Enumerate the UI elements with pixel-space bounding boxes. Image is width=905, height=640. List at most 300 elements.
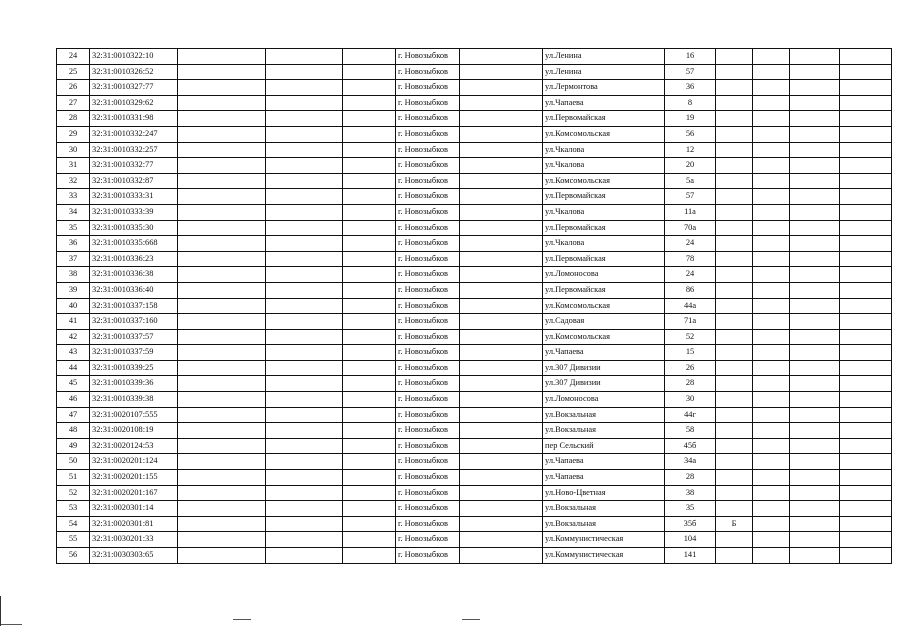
empty-cell (266, 49, 343, 65)
empty-cell (266, 345, 343, 361)
empty-cell (753, 64, 790, 80)
table-row (57, 314, 892, 330)
empty-cell (460, 485, 543, 501)
building-letter-cell (716, 407, 753, 423)
empty-cell (790, 126, 840, 142)
city-cell: г. Новозыбков (396, 548, 460, 564)
building-letter-cell (716, 49, 753, 65)
cadastral-number-cell: 32:31:0010322:10 (90, 49, 178, 65)
empty-cell (460, 111, 543, 127)
table-row (57, 548, 892, 564)
empty-cell (790, 111, 840, 127)
street-cell: ул.Первомайская (543, 282, 665, 298)
empty-cell (753, 329, 790, 345)
cadastral-number-cell: 32:31:0010337:158 (90, 298, 178, 314)
empty-cell (266, 80, 343, 96)
row-number-cell: 36 (57, 236, 90, 252)
empty-cell (790, 376, 840, 392)
cadastral-number-cell: 32:31:0020201:155 (90, 470, 178, 486)
cadastral-number-cell: 32:31:0010333:39 (90, 204, 178, 220)
empty-cell (343, 501, 396, 517)
table-row (57, 298, 892, 314)
empty-cell (343, 548, 396, 564)
house-number-cell: 24 (665, 236, 716, 252)
cadastral-number-cell: 32:31:0010331:98 (90, 111, 178, 127)
row-number-cell: 39 (57, 282, 90, 298)
empty-cell (460, 501, 543, 517)
empty-cell (178, 95, 266, 111)
empty-cell (753, 282, 790, 298)
city-cell: г. Новозыбков (396, 282, 460, 298)
street-cell: ул.Коммунистическая (543, 548, 665, 564)
empty-cell (266, 360, 343, 376)
empty-cell (460, 329, 543, 345)
empty-cell (753, 501, 790, 517)
row-number-cell: 24 (57, 49, 90, 65)
empty-cell (266, 111, 343, 127)
table-row (57, 360, 892, 376)
empty-cell (460, 126, 543, 142)
building-letter-cell (716, 173, 753, 189)
table-row (57, 345, 892, 361)
row-number-cell: 43 (57, 345, 90, 361)
empty-cell (753, 80, 790, 96)
empty-cell (460, 80, 543, 96)
empty-cell (343, 423, 396, 439)
empty-cell (178, 423, 266, 439)
empty-cell (178, 360, 266, 376)
cadastral-number-cell: 32:31:0010339:25 (90, 360, 178, 376)
table-body (57, 49, 892, 564)
house-number-cell: 57 (665, 64, 716, 80)
empty-cell (460, 204, 543, 220)
empty-cell (840, 376, 892, 392)
empty-cell (343, 80, 396, 96)
row-number-cell: 31 (57, 158, 90, 174)
empty-cell (343, 485, 396, 501)
empty-cell (178, 236, 266, 252)
empty-cell (840, 298, 892, 314)
empty-cell (840, 548, 892, 564)
cadastral-number-cell: 32:31:0010332:77 (90, 158, 178, 174)
table-row (57, 282, 892, 298)
empty-cell (343, 251, 396, 267)
empty-cell (790, 470, 840, 486)
empty-cell (753, 204, 790, 220)
empty-cell (343, 329, 396, 345)
empty-cell (790, 236, 840, 252)
cadastral-registry-table (56, 48, 892, 564)
house-number-cell: 45б (665, 438, 716, 454)
row-number-cell: 32 (57, 173, 90, 189)
table-row (57, 64, 892, 80)
empty-cell (178, 407, 266, 423)
cadastral-number-cell: 32:31:0010336:38 (90, 267, 178, 283)
city-cell: г. Новозыбков (396, 80, 460, 96)
empty-cell (266, 532, 343, 548)
cadastral-number-cell: 32:31:0010332:247 (90, 126, 178, 142)
house-number-cell: 35 (665, 501, 716, 517)
house-number-cell: 78 (665, 251, 716, 267)
cadastral-number-cell: 32:31:0030201:33 (90, 532, 178, 548)
table-row (57, 126, 892, 142)
empty-cell (266, 158, 343, 174)
row-number-cell: 51 (57, 470, 90, 486)
cadastral-number-cell: 32:31:0010333:31 (90, 189, 178, 205)
cadastral-number-cell: 32:31:0030303:65 (90, 548, 178, 564)
city-cell: г. Новозыбков (396, 158, 460, 174)
empty-cell (178, 454, 266, 470)
empty-cell (753, 438, 790, 454)
building-letter-cell (716, 376, 753, 392)
table-row (57, 329, 892, 345)
house-number-cell: 86 (665, 282, 716, 298)
empty-cell (753, 298, 790, 314)
house-number-cell: 28 (665, 470, 716, 486)
empty-cell (343, 438, 396, 454)
empty-cell (840, 64, 892, 80)
empty-cell (178, 142, 266, 158)
empty-cell (790, 173, 840, 189)
cadastral-number-cell: 32:31:0020201:124 (90, 454, 178, 470)
cadastral-number-cell: 32:31:0010339:36 (90, 376, 178, 392)
table-row (57, 173, 892, 189)
empty-cell (753, 314, 790, 330)
city-cell: г. Новозыбков (396, 376, 460, 392)
empty-cell (266, 392, 343, 408)
empty-cell (840, 516, 892, 532)
empty-cell (840, 142, 892, 158)
house-number-cell: 19 (665, 111, 716, 127)
city-cell: г. Новозыбков (396, 392, 460, 408)
empty-cell (753, 142, 790, 158)
building-letter-cell (716, 548, 753, 564)
table-row (57, 95, 892, 111)
empty-cell (753, 407, 790, 423)
empty-cell (460, 189, 543, 205)
empty-cell (266, 454, 343, 470)
empty-cell (343, 376, 396, 392)
house-number-cell: 52 (665, 329, 716, 345)
empty-cell (178, 376, 266, 392)
house-number-cell: 141 (665, 548, 716, 564)
empty-cell (266, 485, 343, 501)
city-cell: г. Новозыбков (396, 470, 460, 486)
city-cell: г. Новозыбков (396, 111, 460, 127)
empty-cell (266, 142, 343, 158)
empty-cell (790, 49, 840, 65)
street-cell: ул.307 Дивизии (543, 376, 665, 392)
empty-cell (178, 220, 266, 236)
table-row (57, 158, 892, 174)
empty-cell (790, 80, 840, 96)
empty-cell (790, 220, 840, 236)
empty-cell (790, 329, 840, 345)
row-number-cell: 47 (57, 407, 90, 423)
empty-cell (178, 267, 266, 283)
empty-cell (790, 345, 840, 361)
empty-cell (753, 454, 790, 470)
empty-cell (343, 454, 396, 470)
empty-cell (266, 189, 343, 205)
empty-cell (460, 298, 543, 314)
empty-cell (790, 438, 840, 454)
cadastral-number-cell: 32:31:0010337:57 (90, 329, 178, 345)
empty-cell (343, 392, 396, 408)
house-number-cell: 38 (665, 485, 716, 501)
row-number-cell: 42 (57, 329, 90, 345)
street-cell: ул.Чкалова (543, 142, 665, 158)
empty-cell (266, 95, 343, 111)
row-number-cell: 27 (57, 95, 90, 111)
city-cell: г. Новозыбков (396, 126, 460, 142)
empty-cell (753, 158, 790, 174)
table-row (57, 111, 892, 127)
cadastral-number-cell: 32:31:0020301:81 (90, 516, 178, 532)
cadastral-number-cell: 32:31:0010332:87 (90, 173, 178, 189)
empty-cell (460, 49, 543, 65)
city-cell: г. Новозыбков (396, 49, 460, 65)
empty-cell (343, 95, 396, 111)
empty-cell (840, 158, 892, 174)
empty-cell (753, 345, 790, 361)
empty-cell (790, 548, 840, 564)
building-letter-cell (716, 236, 753, 252)
empty-cell (343, 126, 396, 142)
empty-cell (178, 438, 266, 454)
empty-cell (460, 470, 543, 486)
cadastral-number-cell: 32:31:0010326:52 (90, 64, 178, 80)
empty-cell (840, 220, 892, 236)
street-cell: ул.Первомайская (543, 251, 665, 267)
street-cell: ул.Вокзальная (543, 516, 665, 532)
empty-cell (343, 407, 396, 423)
empty-cell (753, 485, 790, 501)
empty-cell (790, 267, 840, 283)
cadastral-number-cell: 32:31:0020108:19 (90, 423, 178, 439)
empty-cell (343, 204, 396, 220)
empty-cell (790, 298, 840, 314)
city-cell: г. Новозыбков (396, 438, 460, 454)
row-number-cell: 46 (57, 392, 90, 408)
empty-cell (840, 532, 892, 548)
house-number-cell: 35б (665, 516, 716, 532)
empty-cell (178, 282, 266, 298)
table-row (57, 501, 892, 517)
scan-artifact (233, 619, 251, 620)
row-number-cell: 35 (57, 220, 90, 236)
empty-cell (460, 392, 543, 408)
house-number-cell: 5а (665, 173, 716, 189)
empty-cell (753, 111, 790, 127)
table-row (57, 454, 892, 470)
empty-cell (753, 516, 790, 532)
city-cell: г. Новозыбков (396, 532, 460, 548)
empty-cell (343, 314, 396, 330)
empty-cell (460, 376, 543, 392)
empty-cell (753, 126, 790, 142)
city-cell: г. Новозыбков (396, 64, 460, 80)
street-cell: ул.Вокзальная (543, 407, 665, 423)
empty-cell (266, 251, 343, 267)
empty-cell (753, 173, 790, 189)
empty-cell (343, 220, 396, 236)
empty-cell (343, 49, 396, 65)
empty-cell (460, 220, 543, 236)
house-number-cell: 24 (665, 267, 716, 283)
street-cell: ул.Чапаева (543, 345, 665, 361)
table-row (57, 220, 892, 236)
table-row (57, 392, 892, 408)
table-row (57, 407, 892, 423)
empty-cell (266, 204, 343, 220)
empty-cell (840, 236, 892, 252)
cadastral-number-cell: 32:31:0010335:668 (90, 236, 178, 252)
city-cell: г. Новозыбков (396, 298, 460, 314)
row-number-cell: 53 (57, 501, 90, 517)
empty-cell (753, 49, 790, 65)
city-cell: г. Новозыбков (396, 189, 460, 205)
cadastral-number-cell: 32:31:0010327:77 (90, 80, 178, 96)
building-letter-cell (716, 501, 753, 517)
street-cell: ул.Комсомольская (543, 126, 665, 142)
row-number-cell: 49 (57, 438, 90, 454)
street-cell: ул.Чапаева (543, 454, 665, 470)
empty-cell (460, 345, 543, 361)
table-row (57, 516, 892, 532)
city-cell: г. Новозыбков (396, 220, 460, 236)
city-cell: г. Новозыбков (396, 329, 460, 345)
table-row (57, 485, 892, 501)
empty-cell (790, 454, 840, 470)
empty-cell (840, 392, 892, 408)
empty-cell (790, 423, 840, 439)
empty-cell (460, 516, 543, 532)
house-number-cell: 104 (665, 532, 716, 548)
house-number-cell: 30 (665, 392, 716, 408)
row-number-cell: 33 (57, 189, 90, 205)
empty-cell (343, 470, 396, 486)
row-number-cell: 52 (57, 485, 90, 501)
building-letter-cell (716, 204, 753, 220)
empty-cell (753, 532, 790, 548)
street-cell: ул.Ломоносова (543, 392, 665, 408)
empty-cell (460, 158, 543, 174)
empty-cell (343, 345, 396, 361)
empty-cell (460, 360, 543, 376)
empty-cell (790, 392, 840, 408)
empty-cell (840, 454, 892, 470)
empty-cell (753, 220, 790, 236)
street-cell: ул.Чкалова (543, 158, 665, 174)
building-letter-cell (716, 298, 753, 314)
city-cell: г. Новозыбков (396, 407, 460, 423)
house-number-cell: 12 (665, 142, 716, 158)
building-letter-cell (716, 126, 753, 142)
empty-cell (460, 282, 543, 298)
table-row (57, 423, 892, 439)
empty-cell (790, 501, 840, 517)
empty-cell (178, 329, 266, 345)
city-cell: г. Новозыбков (396, 236, 460, 252)
building-letter-cell (716, 470, 753, 486)
empty-cell (266, 407, 343, 423)
empty-cell (460, 314, 543, 330)
empty-cell (460, 95, 543, 111)
empty-cell (178, 189, 266, 205)
empty-cell (753, 392, 790, 408)
cadastral-number-cell: 32:31:0010336:23 (90, 251, 178, 267)
empty-cell (178, 173, 266, 189)
building-letter-cell (716, 392, 753, 408)
empty-cell (266, 126, 343, 142)
empty-cell (266, 516, 343, 532)
house-number-cell: 57 (665, 189, 716, 205)
building-letter-cell (716, 454, 753, 470)
row-number-cell: 37 (57, 251, 90, 267)
house-number-cell: 70а (665, 220, 716, 236)
cadastral-number-cell: 32:31:0010337:59 (90, 345, 178, 361)
street-cell: ул.Первомайская (543, 111, 665, 127)
empty-cell (790, 158, 840, 174)
empty-cell (266, 548, 343, 564)
empty-cell (460, 267, 543, 283)
empty-cell (840, 267, 892, 283)
city-cell: г. Новозыбков (396, 204, 460, 220)
empty-cell (178, 548, 266, 564)
empty-cell (343, 516, 396, 532)
building-letter-cell (716, 485, 753, 501)
row-number-cell: 28 (57, 111, 90, 127)
empty-cell (790, 485, 840, 501)
cadastral-number-cell: 32:31:0020107:555 (90, 407, 178, 423)
empty-cell (178, 314, 266, 330)
empty-cell (343, 267, 396, 283)
building-letter-cell (716, 111, 753, 127)
row-number-cell: 34 (57, 204, 90, 220)
building-letter-cell (716, 142, 753, 158)
empty-cell (753, 267, 790, 283)
table-row (57, 470, 892, 486)
empty-cell (840, 126, 892, 142)
house-number-cell: 71а (665, 314, 716, 330)
empty-cell (753, 376, 790, 392)
empty-cell (178, 470, 266, 486)
empty-cell (343, 158, 396, 174)
empty-cell (753, 360, 790, 376)
building-letter-cell: Б (716, 516, 753, 532)
street-cell: ул.Ленина (543, 64, 665, 80)
row-number-cell: 29 (57, 126, 90, 142)
table-row (57, 204, 892, 220)
building-letter-cell (716, 345, 753, 361)
empty-cell (343, 360, 396, 376)
building-letter-cell (716, 251, 753, 267)
empty-cell (790, 204, 840, 220)
table-row (57, 532, 892, 548)
street-cell: ул.Чкалова (543, 236, 665, 252)
empty-cell (790, 360, 840, 376)
empty-cell (460, 236, 543, 252)
building-letter-cell (716, 314, 753, 330)
empty-cell (178, 501, 266, 517)
building-letter-cell (716, 438, 753, 454)
house-number-cell: 20 (665, 158, 716, 174)
empty-cell (460, 423, 543, 439)
house-number-cell: 44г (665, 407, 716, 423)
building-letter-cell (716, 64, 753, 80)
empty-cell (460, 251, 543, 267)
